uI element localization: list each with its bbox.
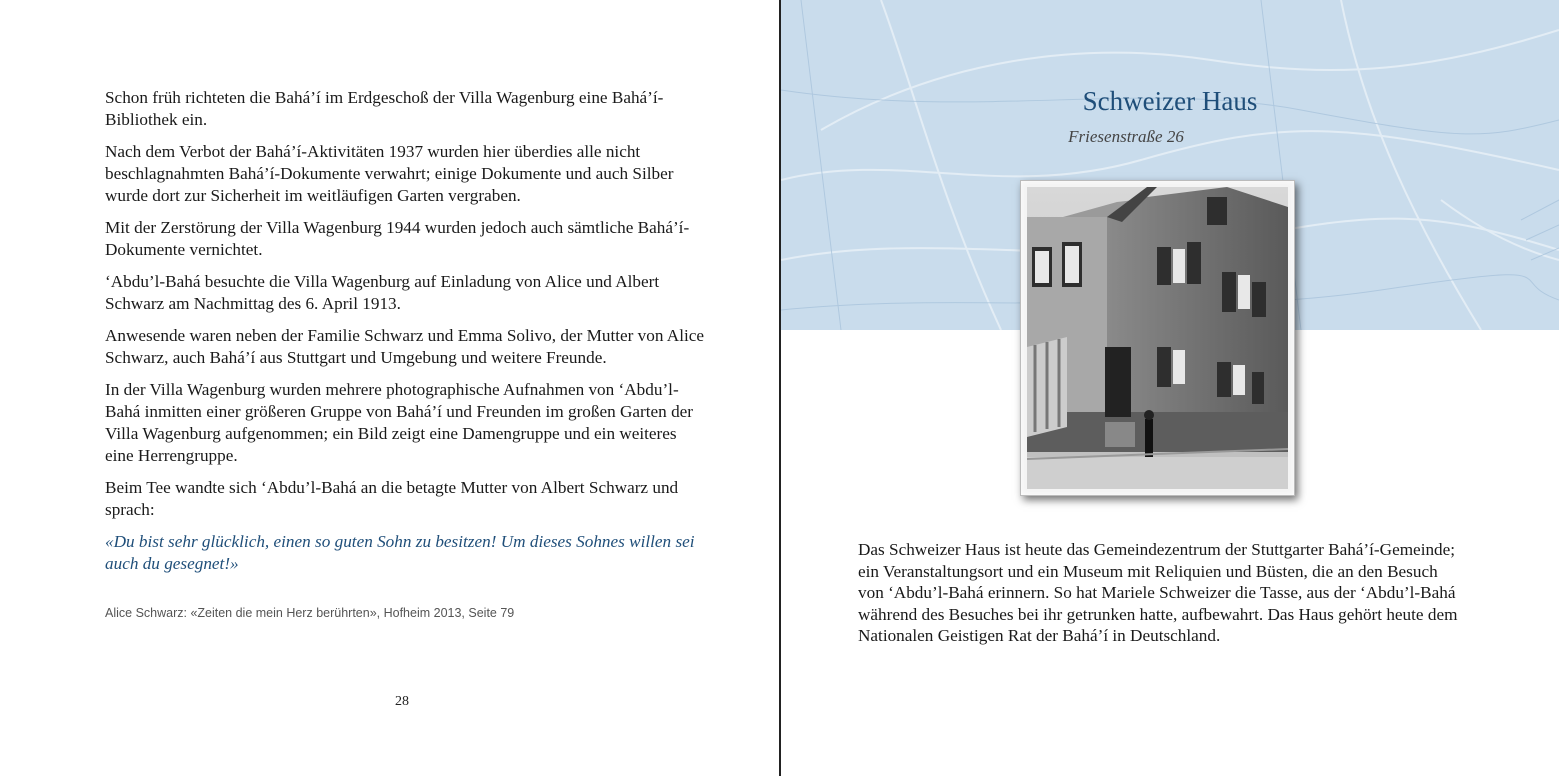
paragraph: In der Villa Wagenburg wurden mehrere photographische Aufnahmen von ‘Abdu’l-Bahá inmitten einer größeren Gruppe von Bahá’í und Freunden im großen Garten der Villa Wagenburg aufgenommen; ein Bild zeigt eine Damengruppe und ein weiteres eine Herrengruppe.	[105, 380, 694, 465]
description-text: Das Schweizer Haus ist heute das Gemeindezentrum der Stuttgarter Bahá’í-Gemeinde; ein Veranstaltungsort und ein Museum mit Reliquien und Büsten, die an den Besuch von ‘Abdu’l-Bahá erinnern. So hat Mariele Schweizer die Tasse, aus der ‘Abdu’l-Bahá während des Besuches bei ihr getrunken hatte, aufbewahrt. Das Haus gehört heute dem Nationalen Geistigen Rat der Bahá’í in Deutschland.	[858, 540, 1458, 646]
house-photo	[1020, 180, 1295, 496]
address-subtitle: Friesenstraße 26	[1068, 127, 1184, 146]
source-citation: Alice Schwarz: «Zeiten die mein Herz berührten», Hofheim 2013, Seite 79	[105, 606, 515, 620]
section-title: Schweizer Haus	[1082, 86, 1258, 116]
paragraph: Mit der Zerstörung der Villa Wagenburg 1944 wurden jedoch auch sämtliche Bahá’í-Dokumente vernichtet.	[105, 218, 690, 259]
paragraph: Schon früh richteten die Bahá’í im Erdgeschoß der Villa Wagenburg eine Bahá’í-Bibliothek ein.	[105, 88, 664, 129]
page-number: 28	[395, 694, 409, 709]
paragraph: Nach dem Verbot der Bahá’í-Aktivitäten 1937 wurden hier überdies alle nicht beschlagnahmten Bahá’í-Dokumente verwahrt; einige Dokumente und auch Silber wurde dort zur Sicherheit im weitläufigen Garten vergraben.	[105, 142, 674, 205]
house-photo-image	[1027, 187, 1288, 489]
right-page	[781, 0, 1559, 776]
left-page	[0, 0, 779, 776]
paragraph: ‘Abdu’l-Bahá besuchte die Villa Wagenburg auf Einladung von Alice und Albert Schwarz am Nachmittag des 6. April 1913.	[105, 272, 660, 313]
left-body-text	[105, 87, 705, 585]
paragraph: Anwesende waren neben der Familie Schwarz und Emma Solivo, der Mutter von Alice Schwarz, auch Bahá’í aus Stuttgart und Umgebung und weitere Freunde.	[105, 326, 705, 367]
paragraph: Beim Tee wandte sich ‘Abdu’l-Bahá an die betagte Mutter von Albert Schwarz und sprach:	[105, 478, 679, 519]
quote: «Du bist sehr glücklich, einen so guten Sohn zu besitzen! Um dieses Sohnes willen sei auch du gesegnet!»	[105, 532, 695, 573]
